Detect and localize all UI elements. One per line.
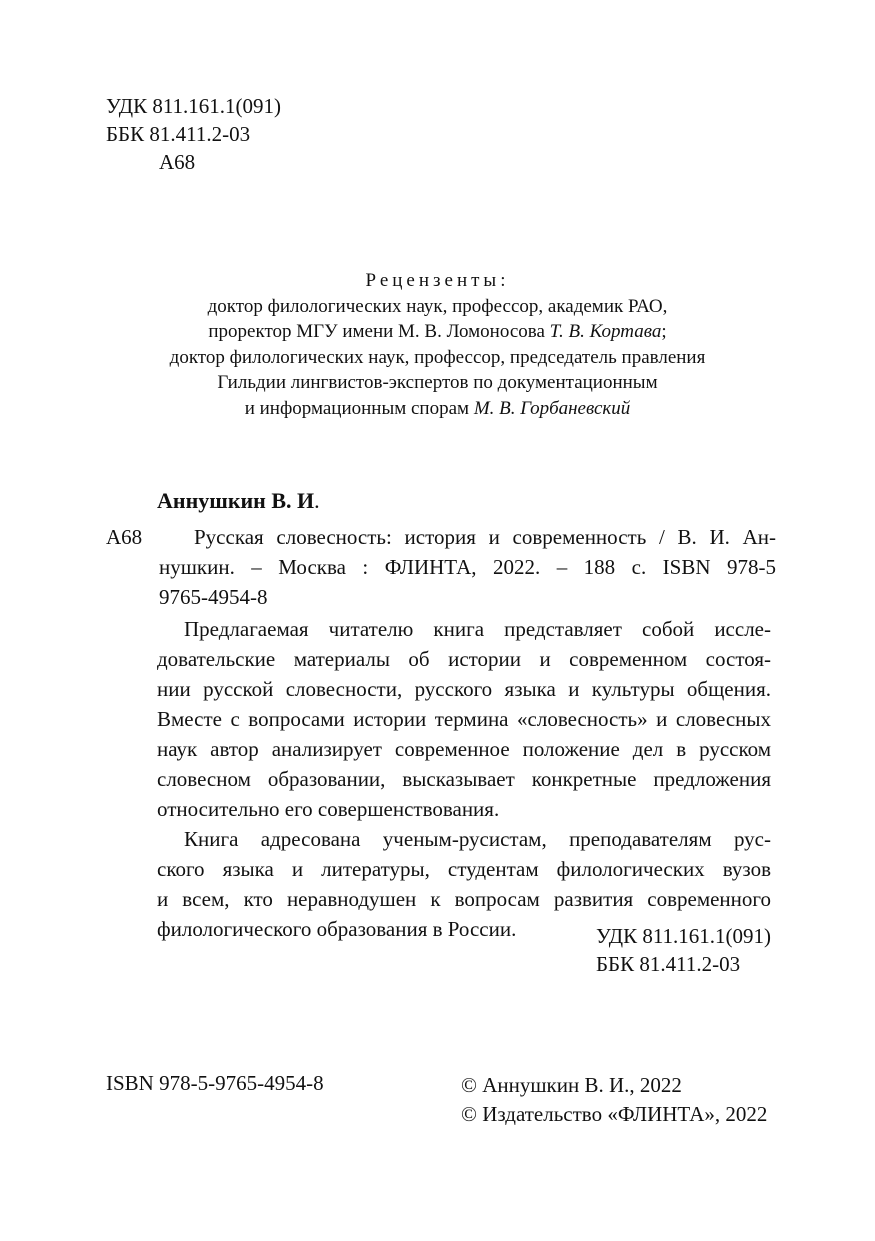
catalog-author	[157, 488, 320, 514]
copyright-publisher: © Издательство «ФЛИНТА», 2022	[461, 1102, 768, 1126]
abstract-line: Книга адресована ученым-русистам, преподавателям рус-	[184, 827, 771, 851]
abstract-line: словесном образовании, высказывает конкретные предложения	[157, 767, 771, 791]
abstract-line: Вместе с вопросами истории термина «словесность» и словесных	[157, 707, 771, 731]
bottom-bbk-code: ББК 81.411.2-03	[596, 952, 741, 976]
reviewer-line-5	[0, 396, 875, 422]
reviewer-line-2-text: проректор МГУ имени М. В. Ломоносова	[208, 321, 550, 343]
author-mark: А68	[159, 150, 196, 174]
catalog-line-1: Русская словесность: история и современность / В. И. Ан-	[194, 525, 776, 549]
reviewer-line-2	[0, 319, 875, 345]
catalog-code: А68	[106, 525, 143, 549]
abstract-line: нии русской словесности, русского языка и культуры общения.	[157, 677, 771, 701]
catalog-row-1	[106, 522, 776, 552]
abstract	[157, 614, 771, 944]
bottom-classification	[596, 922, 771, 978]
copyright-author: © Аннушкин В. И., 2022	[461, 1073, 682, 1097]
catalog-line-3: 9765-4954-8	[159, 585, 268, 609]
author-dot: .	[314, 488, 320, 513]
bottom-udk-code: УДК 811.161.1(091)	[596, 924, 772, 948]
author-name: Аннушкин В. И	[157, 488, 315, 513]
abstract-line: наук автор анализирует современное положение дел в русском	[157, 737, 771, 761]
abstract-line: филологического образования в России.	[157, 917, 517, 941]
abstract-line: довательские материалы об истории и современном состоя-	[157, 647, 771, 671]
reviewer-line-2-tail: ;	[661, 321, 667, 343]
udk-code: УДК 811.161.1(091)	[106, 94, 282, 118]
catalog-line-2: нушкин. – Москва : ФЛИНТА, 2022. – 188 с. ISBN 978-5	[159, 555, 776, 579]
reviewer-line-5-text: и информационным спорам	[244, 397, 474, 419]
abstract-line: ского языка и литературы, студентам филологических вузов	[157, 857, 771, 881]
reviewer-name-1: Т. В. Кортава	[549, 321, 662, 343]
bbk-code: ББК 81.411.2-03	[106, 122, 251, 146]
abstract-line: Предлагаемая читателю книга представляет собой иссле-	[184, 617, 771, 641]
top-classification	[106, 92, 281, 176]
isbn: ISBN 978-5-9765-4954-8	[106, 1071, 324, 1095]
abstract-line: и всем, кто неравнодушен к вопросам развития современного	[157, 887, 771, 911]
abstract-line: относительно его совершенствования.	[157, 797, 500, 821]
catalog-entry	[106, 522, 776, 612]
reviewer-name-2: М. В. Горбаневский	[473, 397, 631, 419]
reviewer-line-3: доктор филологических наук, профессор, председатель правления	[169, 346, 706, 368]
reviewer-line-1: доктор филологических наук, профессор, академик РАО,	[207, 295, 668, 317]
copyright-block	[461, 1071, 767, 1129]
reviewer-line-4: Гильдии лингвистов-экспертов по документационным	[217, 372, 658, 394]
reviewers-heading: Рецензенты:	[365, 270, 510, 291]
reviewers-block	[0, 268, 875, 422]
